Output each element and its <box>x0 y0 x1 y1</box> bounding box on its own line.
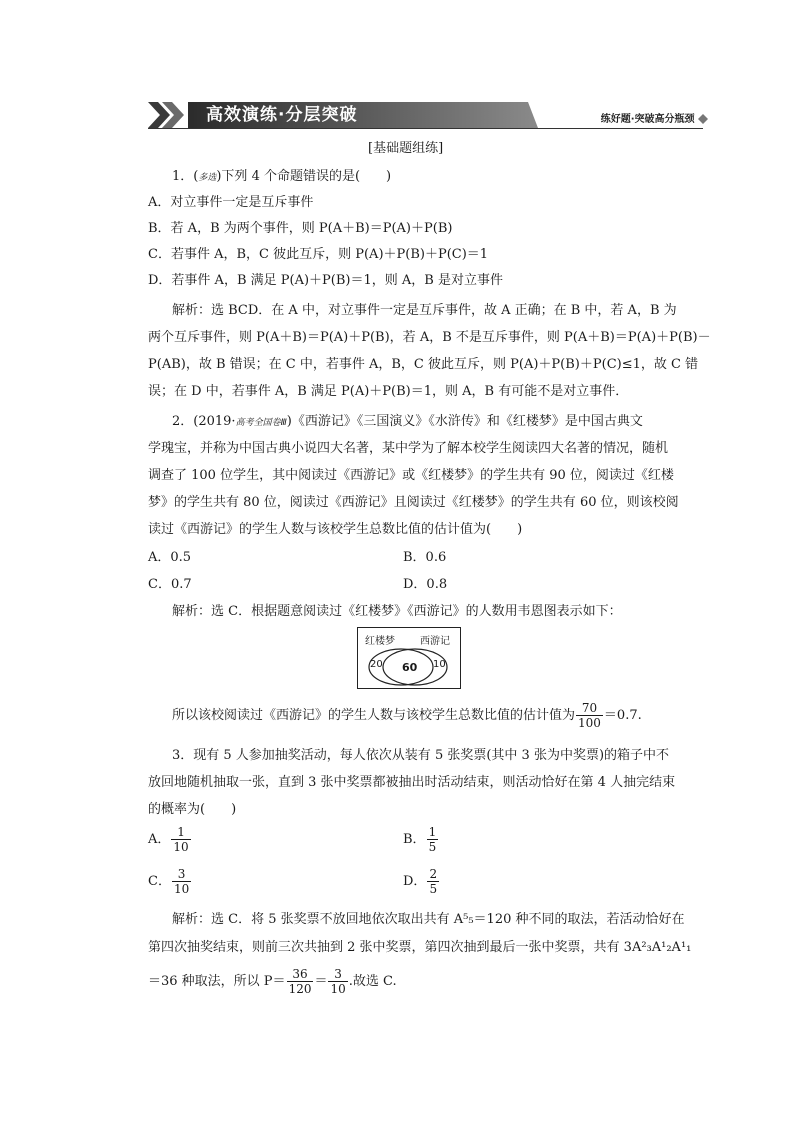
q3-option-a-fraction <box>171 825 190 854</box>
venn-right-only-value: 10 <box>433 659 446 670</box>
q3-f1-numerator: 36 <box>292 967 308 981</box>
q1-solution-line2: 两个互斥事件，则 P(A＋B)＝P(A)＋P(B)，若 A，B 不是互斥事件，则 P(A＋B)＝P(A)＋P(B)－ <box>148 330 711 345</box>
page-header <box>148 102 708 128</box>
venn-both-value: 60 <box>402 661 418 674</box>
q3-option-d-label: D． <box>403 874 427 889</box>
q1-solution-line3: P(AB)，故 B 错误；在 C 中，若事件 A，B，C 彼此互斥，则 P(A)＋P(B)＋P(C)≤1，故 C 错 <box>148 357 699 372</box>
header-rule <box>148 128 703 129</box>
q2-solution-post: ＝0.7. <box>603 708 642 723</box>
q3-solution-pre: ＝36 种取法，所以 P＝ <box>148 974 286 989</box>
q3-a-numerator: 1 <box>177 825 185 839</box>
q3-c-numerator: 3 <box>177 867 186 881</box>
q3-b-numerator: 1 <box>428 825 437 839</box>
q2-stem-line3: 调查了 100 位学生，其中阅读过《西游记》或《红楼梦》的学生共有 90 位，阅读过《红楼 <box>148 468 674 483</box>
q2-solution-line1: 解析：选 C．根据题意阅读过《红楼梦》《西游记》的人数用韦恩图表示如下： <box>172 604 622 619</box>
q3-d-numerator: 2 <box>429 867 438 881</box>
q3-fraction-1 <box>287 967 314 996</box>
venn-left-only-value: 20 <box>370 659 383 670</box>
q1-option-b: B．若 A，B 为两个事件，则 P(A＋B)＝P(A)＋P(B) <box>148 221 453 236</box>
q3-stem-line3: 的概率为( ) <box>148 802 237 817</box>
q3-solution-line3 <box>148 966 397 998</box>
q3-equals: ＝ <box>314 974 328 989</box>
q1-tag: 多选 <box>198 173 217 183</box>
q2-fraction-denominator: 100 <box>578 716 601 730</box>
q3-a-denominator: 10 <box>173 840 189 854</box>
q3-option-b-fraction <box>427 825 439 854</box>
q3-option-d <box>403 866 440 898</box>
q1-option-c: C．若事件 A，B，C 彼此互斥，则 P(A)＋P(B)＋P(C)＝1 <box>148 247 489 262</box>
q2-stem-line5: 读过《西游记》的学生人数与该校学生总数比值的估计值为( ) <box>148 522 523 537</box>
q1-stem <box>172 168 391 187</box>
q2-option-a: A．0.5 <box>148 550 192 565</box>
q3-c-denominator: 10 <box>173 882 190 896</box>
venn-diagram <box>357 627 461 689</box>
venn-left-label: 红楼梦 <box>365 636 395 647</box>
q3-solution-line2: 第四次抽奖结束，则前三次共抽到 2 张中奖票，第四次抽到最后一张中奖票，共有 3A²₃A¹₂A¹₁ <box>148 940 692 955</box>
q3-solution-line1: 解析：选 C．将 5 张奖票不放回地依次取出共有 A⁵₅＝120 种不同的取法，若活动恰好在 <box>172 912 685 927</box>
q2-fraction <box>576 701 603 730</box>
q2-stem-line1 <box>172 413 643 432</box>
q3-solution-post: .故选 C. <box>348 974 397 989</box>
q3-option-b-label: B． <box>403 832 426 847</box>
q3-option-b <box>403 824 439 856</box>
q2-tag: 高考全国卷Ⅲ <box>235 418 287 428</box>
q2-stem-pre: 2．(2019· <box>172 414 236 429</box>
q3-d-denominator: 5 <box>429 882 438 896</box>
q2-option-c: C．0.7 <box>148 577 192 592</box>
q2-option-d: D．0.8 <box>403 577 448 592</box>
q1-option-d: D．若事件 A，B 满足 P(A)＋P(B)＝1，则 A，B 是对立事件 <box>148 273 503 288</box>
q3-option-a-label: A． <box>148 832 171 847</box>
q1-solution-line1: 解析：选 BCD．在 A 中，对立事件一定是互斥事件，故 A 正确；在 B 中，若 A，B 为 <box>172 303 677 318</box>
q2-solution-line2 <box>172 700 642 732</box>
q2-stem-line2: 学瑰宝，并称为中国古典小说四大名著，某中学为了解本校学生阅读四大名著的情况，随机 <box>148 441 669 456</box>
q3-f2-denominator: 10 <box>330 982 346 996</box>
diamond-icon <box>698 114 708 124</box>
header-subtitle-text: 练好题·突破高分瓶颈 <box>600 114 695 125</box>
q3-option-c-fraction <box>172 867 191 896</box>
q3-f2-numerator: 3 <box>334 967 342 981</box>
venn-right-label: 西游记 <box>420 636 450 647</box>
q3-fraction-2 <box>328 967 347 996</box>
q1-stem-post: )下列 4 个命题错误的是( ) <box>216 169 392 184</box>
q1-option-a: A．对立事件一定是互斥事件 <box>148 195 314 210</box>
header-banner-text: 高效演练·分层突破 <box>206 105 358 125</box>
header-subtitle <box>601 110 708 125</box>
q2-stem-post: )《西游记》《三国演义》《水浒传》和《红楼梦》是中国古典文 <box>286 414 643 429</box>
q1-solution-line4: 误；在 D 中，若事件 A，B 满足 P(A)＋P(B)＝1，则 A，B 有可能不是对立事件． <box>148 384 629 399</box>
q2-option-b: B．0.6 <box>403 550 447 565</box>
q3-stem-line2: 放回地随机抽取一张，直到 3 张中奖票都被抽出时活动结束，则活动恰好在第 4 人抽完结束 <box>148 775 676 790</box>
q2-stem-line4: 梦》的学生共有 80 位，阅读过《西游记》且阅读过《红楼梦》的学生共有 60 位，则该校阅 <box>148 495 679 510</box>
q3-option-c-label: C． <box>148 874 171 889</box>
q2-fraction-numerator: 70 <box>581 701 598 715</box>
q2-solution-pre: 所以该校阅读过《西游记》的学生人数与该校学生总数比值的估计值为 <box>172 708 576 723</box>
chevron-arrows-icon <box>148 102 192 128</box>
q3-f1-denominator: 120 <box>288 982 312 996</box>
header-title <box>206 104 357 126</box>
q3-b-denominator: 5 <box>428 840 437 854</box>
q3-option-d-fraction <box>427 867 439 896</box>
q3-stem-line1: 3．现有 5 人参加抽奖活动，每人依次从装有 5 张奖票(其中 3 张为中奖票)的箱子中不 <box>172 748 670 763</box>
q3-option-a <box>148 824 192 856</box>
q3-option-c <box>148 866 192 898</box>
section-title: [基础题组练] <box>368 141 444 156</box>
q1-stem-pre: 1．( <box>172 169 199 184</box>
